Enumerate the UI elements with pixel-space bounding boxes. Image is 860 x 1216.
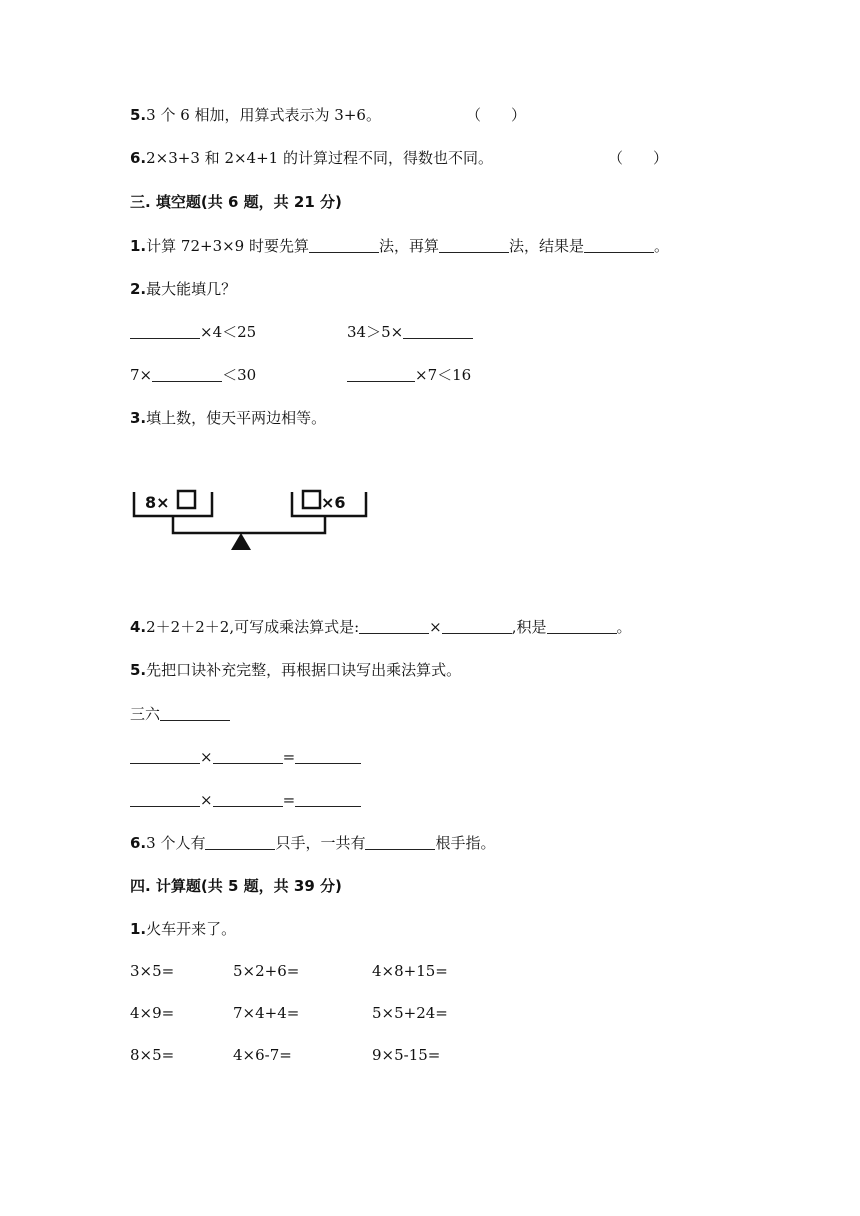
calc-item[interactable]: 4×8+15= <box>372 962 448 980</box>
inequality-a <box>130 321 256 343</box>
rhyme-text: 三六 <box>130 705 161 723</box>
question-number: 5. <box>130 661 147 679</box>
fill-question-5 <box>130 659 461 681</box>
balance-scale-figure <box>120 480 380 560</box>
section-title: 三. 填空题(共 6 题，共 21 分) <box>130 193 342 211</box>
times-sign: × <box>200 791 213 809</box>
inequality-text: 7× <box>130 366 153 384</box>
answer-blank[interactable] <box>205 833 275 850</box>
question-text: 根手指。 <box>435 834 496 852</box>
answer-blank[interactable] <box>213 747 283 764</box>
answer-blank[interactable] <box>359 617 429 634</box>
question-text: 计算 72+3×9 时要先算 <box>146 237 309 255</box>
question-text: 法，再算 <box>379 237 440 255</box>
inequality-text: ＜30 <box>222 366 257 384</box>
calc-item[interactable]: 9×5-15= <box>372 1046 441 1064</box>
inequality-d <box>347 364 471 386</box>
answer-parentheses[interactable]: （ ） <box>466 106 527 124</box>
question-number: 3. <box>130 409 147 427</box>
fill-question-1 <box>130 235 669 257</box>
question-text: 。 <box>616 618 632 636</box>
inequality-c <box>130 364 256 386</box>
fill-question-2 <box>130 278 236 300</box>
calc-item[interactable]: 5×2+6= <box>233 962 300 980</box>
answer-blank[interactable] <box>295 790 361 807</box>
question-number: 1. <box>130 920 147 938</box>
calc-item[interactable]: 4×6-7= <box>233 1046 292 1064</box>
question-text: 只手，一共有 <box>275 834 366 852</box>
answer-blank[interactable] <box>295 747 361 764</box>
inequality-text: 34＞5× <box>347 323 404 341</box>
answer-parentheses[interactable]: （ ） <box>608 149 669 167</box>
equals-sign: = <box>282 748 296 766</box>
question-text: 。 <box>654 237 670 255</box>
question-number: 6. <box>130 834 147 852</box>
answer-blank[interactable] <box>403 322 473 339</box>
calc-item[interactable]: 5×5+24= <box>372 1004 448 1022</box>
question-number: 1. <box>130 237 147 255</box>
fill-question-3 <box>130 407 326 429</box>
times-sign: × <box>200 748 213 766</box>
inequality-text: ×7＜16 <box>415 366 472 384</box>
answer-blank[interactable] <box>130 322 200 339</box>
question-number: 5. <box>130 106 147 124</box>
fill-question-4 <box>130 616 632 638</box>
answer-blank[interactable] <box>160 704 230 721</box>
calc-item[interactable]: 4×9= <box>130 1004 175 1022</box>
section-title: 四. 计算题(共 5 题，共 39 分) <box>130 877 342 895</box>
question-text: 2×3+3 和 2×4+1 的计算过程不同，得数也不同。 <box>146 149 493 167</box>
equation-line-2 <box>130 789 361 811</box>
question-text: 3 个 6 相加，用算式表示为 3+6。 <box>146 106 381 124</box>
inequality-b <box>347 321 473 343</box>
question-text: 火车开来了。 <box>146 920 237 938</box>
calc-item[interactable]: 3×5= <box>130 962 175 980</box>
calc-item[interactable]: 7×4+4= <box>233 1004 300 1022</box>
right-answer-box[interactable] <box>303 491 320 508</box>
judgement-question-6 <box>130 147 493 169</box>
judgement-question-5 <box>130 104 381 126</box>
fulcrum-triangle <box>231 533 251 550</box>
rhyme-line <box>130 703 230 725</box>
question-text: 最大能填几？ <box>146 280 237 298</box>
answer-blank[interactable] <box>365 833 435 850</box>
question-text: 3 个人有 <box>146 834 206 852</box>
answer-blank[interactable] <box>547 617 617 634</box>
equals-sign: = <box>282 791 296 809</box>
balance-beam <box>173 516 325 533</box>
left-label: 8× <box>145 493 170 512</box>
question-text: 法，结果是 <box>509 237 585 255</box>
left-answer-box[interactable] <box>178 491 195 508</box>
answer-blank[interactable] <box>152 365 222 382</box>
answer-blank[interactable] <box>584 236 654 253</box>
answer-blank[interactable] <box>130 790 200 807</box>
inequality-text: ×4＜25 <box>200 323 257 341</box>
right-label: ×6 <box>321 493 346 512</box>
answer-blank[interactable] <box>442 617 512 634</box>
question-text: 2＋2＋2＋2,可写成乘法算式是: <box>146 618 360 636</box>
calc-item[interactable]: 8×5= <box>130 1046 175 1064</box>
question-text: 填上数，使天平两边相等。 <box>146 409 327 427</box>
question-text: ,积是 <box>511 618 547 636</box>
equation-line-1 <box>130 746 361 768</box>
answer-blank[interactable] <box>309 236 379 253</box>
answer-blank[interactable] <box>439 236 509 253</box>
calc-question-1 <box>130 918 236 940</box>
fill-question-6 <box>130 832 495 854</box>
answer-blank[interactable] <box>130 747 200 764</box>
question-number: 6. <box>130 149 147 167</box>
answer-blank[interactable] <box>347 365 415 382</box>
question-number: 2. <box>130 280 147 298</box>
question-text: 先把口诀补充完整，再根据口诀写出乘法算式。 <box>146 661 462 679</box>
question-number: 4. <box>130 618 147 636</box>
times-sign: × <box>429 618 442 636</box>
answer-blank[interactable] <box>213 790 283 807</box>
